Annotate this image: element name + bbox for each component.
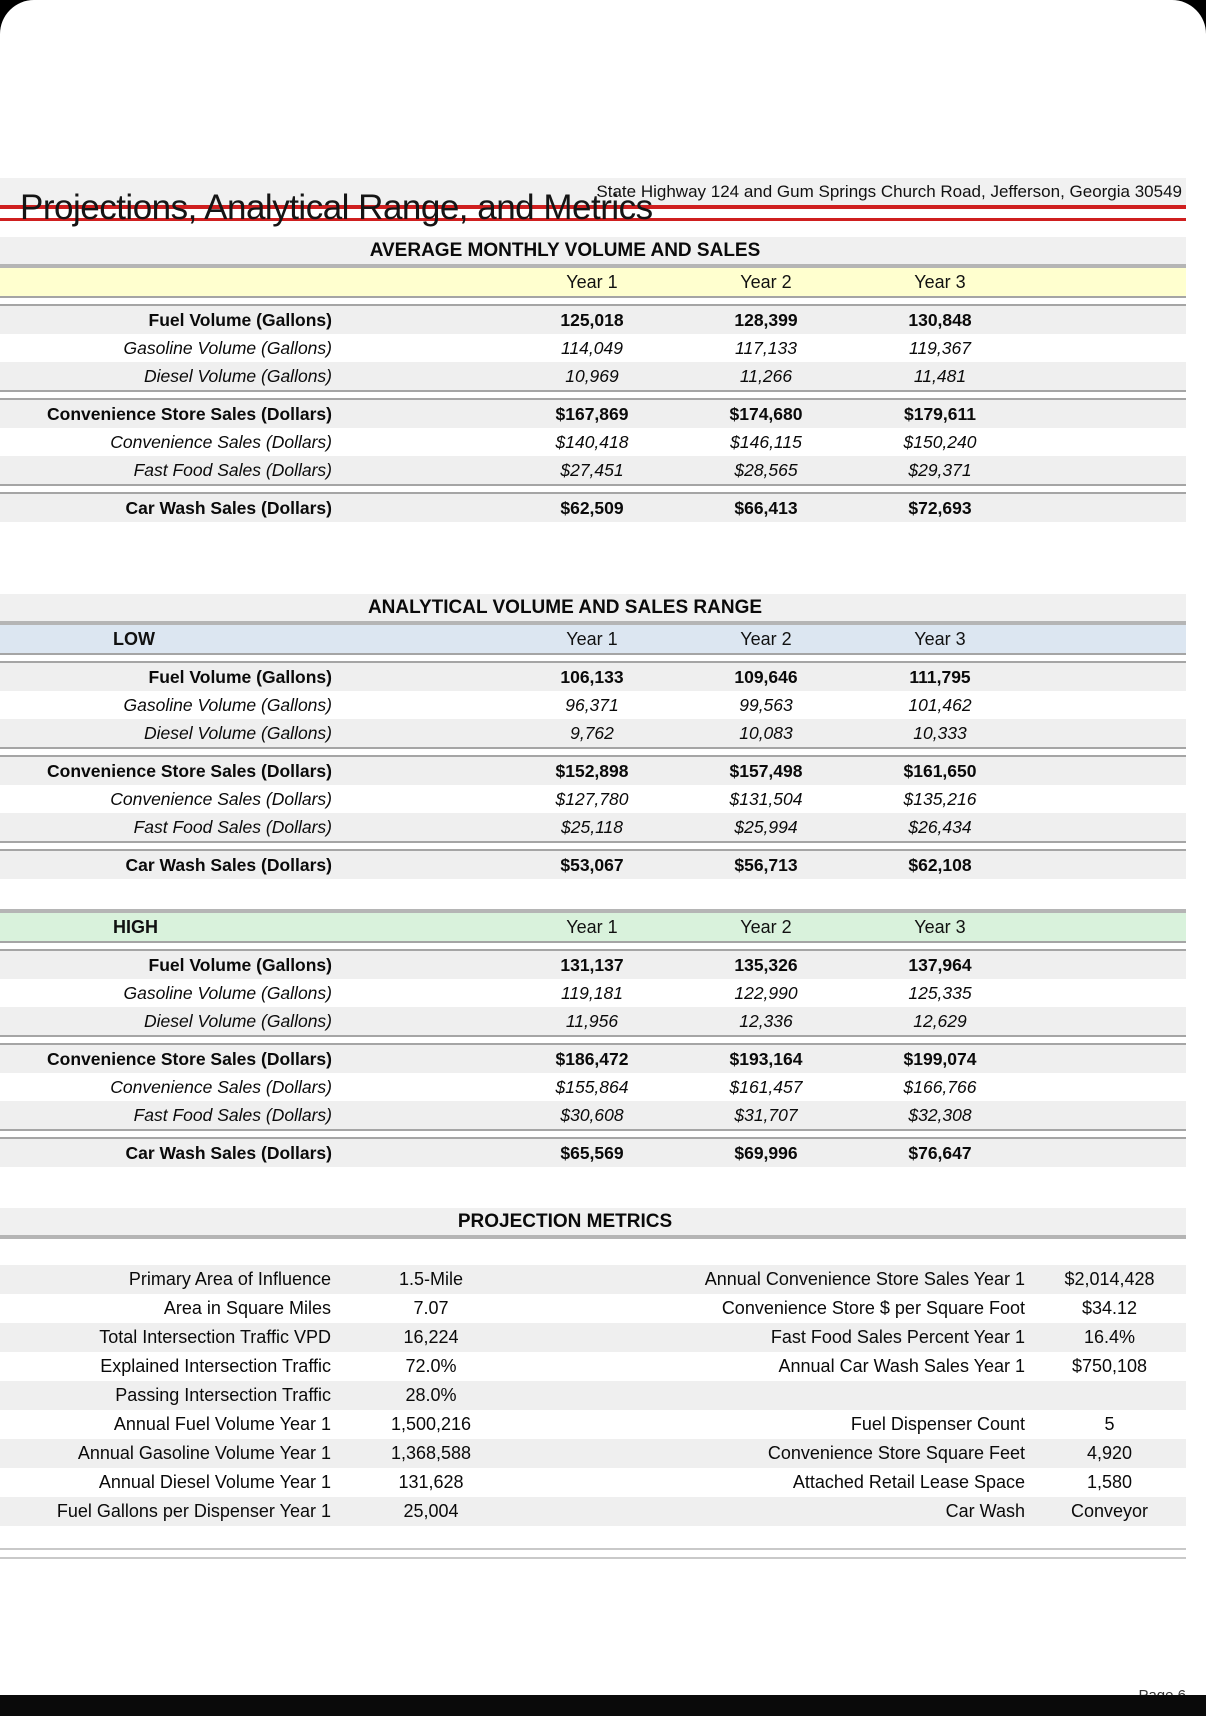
row-label: Diesel Volume (Gallons) bbox=[143, 1010, 332, 1031]
cell-value: $135,216 bbox=[903, 788, 977, 809]
cell-value: $179,611 bbox=[903, 403, 977, 424]
cell-value: 131,137 bbox=[560, 954, 624, 975]
cell-value: 96,371 bbox=[565, 694, 619, 715]
table-section bbox=[0, 594, 1186, 879]
cell-value: 11,481 bbox=[913, 365, 967, 386]
cell-value: 10,969 bbox=[565, 365, 619, 386]
cell-value: 125,335 bbox=[908, 982, 972, 1003]
section-title-band bbox=[0, 594, 1186, 621]
row-label: Gasoline Volume (Gallons) bbox=[123, 694, 332, 715]
metric-value: 16,224 bbox=[403, 1327, 459, 1347]
metric-value: 28.0% bbox=[405, 1385, 457, 1405]
metrics-row bbox=[0, 1410, 1186, 1439]
metric-value: 72.0% bbox=[405, 1356, 457, 1376]
metric-label: Annual Fuel Volume Year 1 bbox=[113, 1414, 331, 1434]
group-separator bbox=[0, 484, 1186, 494]
cell-value: $27,451 bbox=[560, 459, 624, 480]
section-title: ANALYTICAL VOLUME AND SALES RANGE bbox=[367, 596, 763, 618]
metric-label: Primary Area of Influence bbox=[128, 1269, 331, 1289]
column-header-year: Year 2 bbox=[740, 628, 792, 649]
metric-value: 7.07 bbox=[413, 1298, 449, 1318]
cell-value: 10,083 bbox=[739, 722, 793, 743]
group-separator bbox=[0, 841, 1186, 851]
section-title: AVERAGE MONTHLY VOLUME AND SALES bbox=[369, 239, 761, 261]
group-separator bbox=[0, 1035, 1186, 1045]
cell-value: $166,766 bbox=[903, 1076, 977, 1097]
table-row bbox=[0, 1139, 1186, 1167]
cell-value: 106,133 bbox=[560, 666, 624, 687]
cell-value: 119,367 bbox=[909, 337, 971, 358]
metric-label: Fuel Dispenser Count bbox=[850, 1414, 1025, 1434]
metrics-row bbox=[0, 1381, 1186, 1410]
cell-value: 137,964 bbox=[908, 954, 972, 975]
table-row bbox=[0, 851, 1186, 879]
cell-value: $140,418 bbox=[555, 431, 629, 452]
table-row bbox=[0, 951, 1186, 979]
cell-value: 99,563 bbox=[739, 694, 793, 715]
table-row bbox=[0, 757, 1186, 785]
cell-value: 11,956 bbox=[565, 1010, 619, 1031]
cell-value: $32,308 bbox=[908, 1104, 972, 1125]
cell-value: $150,240 bbox=[903, 431, 977, 452]
metric-value: 5 bbox=[1104, 1414, 1115, 1434]
cell-value: 101,462 bbox=[908, 694, 972, 715]
metric-label: Annual Gasoline Volume Year 1 bbox=[77, 1443, 331, 1463]
row-label: Convenience Store Sales (Dollars) bbox=[47, 760, 332, 781]
table-row bbox=[0, 334, 1186, 362]
row-label: Car Wash Sales (Dollars) bbox=[125, 497, 332, 518]
metrics-row bbox=[0, 1352, 1186, 1381]
cell-value: $193,164 bbox=[729, 1048, 803, 1069]
cell-value: $161,457 bbox=[729, 1076, 803, 1097]
metric-value: 16.4% bbox=[1083, 1327, 1136, 1347]
table-row bbox=[0, 719, 1186, 747]
metrics-rows-host bbox=[0, 1265, 1186, 1526]
header-separator bbox=[0, 1235, 1186, 1239]
table-row bbox=[0, 663, 1186, 691]
table-row bbox=[0, 400, 1186, 428]
footer-divider bbox=[0, 1548, 1186, 1559]
metric-label: Fuel Gallons per Dispenser Year 1 bbox=[56, 1501, 331, 1521]
cell-value: $69,996 bbox=[734, 1142, 798, 1163]
row-label: Convenience Sales (Dollars) bbox=[110, 1076, 332, 1097]
cell-value: $152,898 bbox=[555, 760, 629, 781]
projection-metrics-section bbox=[0, 1208, 1186, 1526]
cell-value: $65,569 bbox=[560, 1142, 624, 1163]
cell-value: 114,049 bbox=[561, 337, 623, 358]
cell-value: $62,108 bbox=[908, 854, 972, 875]
cell-value: 135,326 bbox=[734, 954, 798, 975]
cell-value: 12,629 bbox=[913, 1010, 967, 1031]
table-row bbox=[0, 691, 1186, 719]
cell-value: 125,018 bbox=[560, 309, 624, 330]
cell-value: 130,848 bbox=[908, 309, 972, 330]
metric-value: $34.12 bbox=[1081, 1298, 1138, 1318]
column-header-band bbox=[0, 913, 1186, 941]
metric-label: Fast Food Sales Percent Year 1 bbox=[770, 1327, 1025, 1347]
cell-value: $186,472 bbox=[555, 1048, 629, 1069]
cell-value: 109,646 bbox=[734, 666, 798, 687]
table-row bbox=[0, 1007, 1186, 1035]
page-content bbox=[0, 178, 1186, 1704]
metric-label: Annual Diesel Volume Year 1 bbox=[98, 1472, 331, 1492]
cell-value: $76,647 bbox=[908, 1142, 972, 1163]
cell-value: $25,118 bbox=[561, 816, 623, 837]
column-header-year: Year 2 bbox=[740, 916, 792, 937]
metric-label: Annual Car Wash Sales Year 1 bbox=[778, 1356, 1025, 1376]
table-row bbox=[0, 813, 1186, 841]
band-separator bbox=[0, 296, 1186, 306]
column-header-band bbox=[0, 268, 1186, 296]
metric-value: 4,920 bbox=[1086, 1443, 1133, 1463]
metrics-row bbox=[0, 1439, 1186, 1468]
row-label: Diesel Volume (Gallons) bbox=[143, 365, 332, 386]
page-title: Projections, Analytical Range, and Metrics bbox=[20, 188, 653, 227]
cell-value: 10,333 bbox=[913, 722, 967, 743]
table-row bbox=[0, 1045, 1186, 1073]
group-separator bbox=[0, 747, 1186, 757]
cell-value: 11,266 bbox=[739, 365, 793, 386]
column-header-year: Year 3 bbox=[914, 916, 966, 937]
sections-host bbox=[0, 237, 1186, 1167]
metric-label: Convenience Store $ per Square Foot bbox=[721, 1298, 1025, 1318]
group-separator bbox=[0, 1129, 1186, 1139]
table-section bbox=[0, 237, 1186, 522]
cell-value: 117,133 bbox=[735, 337, 797, 358]
metrics-row bbox=[0, 1323, 1186, 1352]
metric-value: 1,368,588 bbox=[390, 1443, 472, 1463]
metric-value: $2,014,428 bbox=[1064, 1269, 1155, 1289]
cell-value: $26,434 bbox=[908, 816, 972, 837]
table-row bbox=[0, 1101, 1186, 1129]
metric-label: Area in Square Miles bbox=[163, 1298, 331, 1318]
table-row bbox=[0, 1073, 1186, 1101]
metric-value: 1.5-Mile bbox=[398, 1269, 464, 1289]
metric-label: Annual Convenience Store Sales Year 1 bbox=[704, 1269, 1025, 1289]
cell-value: $131,504 bbox=[729, 788, 803, 809]
row-label: Fuel Volume (Gallons) bbox=[148, 954, 332, 975]
cell-value: $53,067 bbox=[560, 854, 624, 875]
cell-value: $30,608 bbox=[560, 1104, 624, 1125]
cell-value: 122,990 bbox=[734, 982, 798, 1003]
metrics-row bbox=[0, 1294, 1186, 1323]
range-band-label: LOW bbox=[113, 628, 155, 649]
row-label: Fast Food Sales (Dollars) bbox=[133, 459, 332, 480]
row-label: Fast Food Sales (Dollars) bbox=[133, 1104, 332, 1125]
section-title-band bbox=[0, 237, 1186, 264]
cell-value: $28,565 bbox=[734, 459, 798, 480]
metric-value: 1,500,216 bbox=[390, 1414, 472, 1434]
column-header-year: Year 2 bbox=[740, 271, 792, 292]
cell-value: 111,795 bbox=[909, 666, 971, 687]
row-label: Gasoline Volume (Gallons) bbox=[123, 982, 332, 1003]
column-header-year: Year 1 bbox=[566, 916, 618, 937]
row-label: Gasoline Volume (Gallons) bbox=[123, 337, 332, 358]
metric-value: Conveyor bbox=[1070, 1501, 1149, 1521]
band-separator bbox=[0, 653, 1186, 663]
table-row bbox=[0, 785, 1186, 813]
row-label: Convenience Sales (Dollars) bbox=[110, 788, 332, 809]
cell-value: $56,713 bbox=[734, 854, 798, 875]
metric-label: Passing Intersection Traffic bbox=[115, 1385, 331, 1405]
row-label: Car Wash Sales (Dollars) bbox=[125, 1142, 332, 1163]
cell-value: $167,869 bbox=[555, 403, 629, 424]
cell-value: $146,115 bbox=[730, 431, 802, 452]
cell-value: $29,371 bbox=[908, 459, 972, 480]
cell-value: 119,181 bbox=[561, 982, 623, 1003]
metrics-row bbox=[0, 1265, 1186, 1294]
cell-value: $66,413 bbox=[734, 497, 798, 518]
row-label: Diesel Volume (Gallons) bbox=[143, 722, 332, 743]
section-title: PROJECTION METRICS bbox=[457, 1210, 673, 1232]
cell-value: $157,498 bbox=[729, 760, 803, 781]
column-header-year: Year 3 bbox=[914, 628, 966, 649]
table-section bbox=[0, 909, 1186, 1167]
column-header-band bbox=[0, 625, 1186, 653]
row-label: Convenience Store Sales (Dollars) bbox=[47, 403, 332, 424]
cell-value: 12,336 bbox=[739, 1010, 793, 1031]
cell-value: $25,994 bbox=[734, 816, 798, 837]
metric-label: Total Intersection Traffic VPD bbox=[99, 1327, 331, 1347]
row-label: Fuel Volume (Gallons) bbox=[148, 309, 332, 330]
metric-value: 25,004 bbox=[403, 1501, 459, 1521]
table-row bbox=[0, 456, 1186, 484]
metric-label: Attached Retail Lease Space bbox=[792, 1472, 1025, 1492]
cell-value: 9,762 bbox=[570, 722, 614, 743]
metric-label: Explained Intersection Traffic bbox=[100, 1356, 331, 1376]
row-label: Car Wash Sales (Dollars) bbox=[125, 854, 332, 875]
property-address: State Highway 124 and Gum Springs Church Road, Jefferson, Georgia 30549 bbox=[596, 181, 1182, 201]
cell-value: $31,707 bbox=[734, 1104, 798, 1125]
column-header-year: Year 1 bbox=[566, 628, 618, 649]
row-label: Convenience Store Sales (Dollars) bbox=[47, 1048, 332, 1069]
section-title-band bbox=[0, 1208, 1186, 1235]
column-header-year: Year 1 bbox=[566, 271, 618, 292]
metrics-row bbox=[0, 1468, 1186, 1497]
metric-label: Car Wash bbox=[945, 1501, 1025, 1521]
table-row bbox=[0, 494, 1186, 522]
metric-value: $750,108 bbox=[1071, 1356, 1148, 1376]
metric-value: 1,580 bbox=[1086, 1472, 1133, 1492]
bottom-frame-bar bbox=[0, 1695, 1206, 1716]
column-header-year: Year 3 bbox=[914, 271, 966, 292]
table-row bbox=[0, 362, 1186, 390]
group-separator bbox=[0, 390, 1186, 400]
cell-value: $199,074 bbox=[903, 1048, 977, 1069]
cell-value: $127,780 bbox=[555, 788, 629, 809]
cell-value: $174,680 bbox=[729, 403, 803, 424]
metrics-row bbox=[0, 1497, 1186, 1526]
table-row bbox=[0, 979, 1186, 1007]
table-row bbox=[0, 428, 1186, 456]
cell-value: $155,864 bbox=[555, 1076, 629, 1097]
cell-value: 128,399 bbox=[734, 309, 798, 330]
range-band-label: HIGH bbox=[113, 916, 158, 937]
metric-value: 131,628 bbox=[398, 1472, 464, 1492]
band-separator bbox=[0, 941, 1186, 951]
cell-value: $72,693 bbox=[908, 497, 972, 518]
cell-value: $62,509 bbox=[560, 497, 624, 518]
metric-label: Convenience Store Square Feet bbox=[767, 1443, 1025, 1463]
row-label: Fast Food Sales (Dollars) bbox=[133, 816, 332, 837]
cell-value: $161,650 bbox=[903, 760, 977, 781]
table-row bbox=[0, 306, 1186, 334]
row-label: Convenience Sales (Dollars) bbox=[110, 431, 332, 452]
row-label: Fuel Volume (Gallons) bbox=[148, 666, 332, 687]
